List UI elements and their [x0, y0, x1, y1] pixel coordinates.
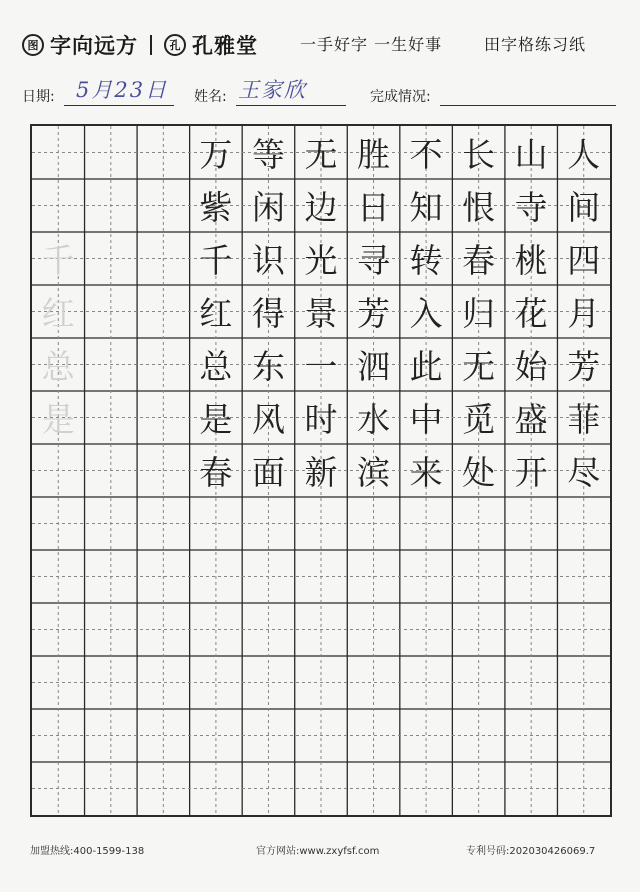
completion-line [440, 79, 616, 106]
practice-character: 归 [462, 294, 496, 333]
practice-character: 恨 [462, 188, 496, 227]
practice-character: 日 [357, 188, 391, 227]
practice-character: 花 [514, 294, 548, 333]
practice-character: 四 [567, 241, 601, 280]
trace-character: 是 [41, 400, 75, 439]
practice-characters [32, 126, 610, 815]
practice-character: 春 [462, 241, 496, 280]
practice-character: 间 [567, 188, 601, 227]
footer-patent: 专利号码:202030426069.7 [466, 846, 596, 857]
page-header [0, 0, 640, 120]
brand2-seal-icon: 孔 [164, 34, 186, 56]
tianzige-grid [30, 124, 612, 817]
date-label: 日期: [22, 89, 55, 105]
brand-logo [22, 30, 258, 60]
practice-character: 东 [251, 347, 285, 386]
practice-character: 总 [199, 347, 233, 386]
practice-character: 千 [199, 241, 233, 280]
practice-character: 春 [199, 453, 233, 492]
name-value: 王家欣 [238, 78, 307, 102]
brand-seal-icon: 图 [22, 34, 44, 56]
trace-character: 总 [41, 347, 75, 386]
practice-character: 风 [251, 400, 285, 439]
practice-character: 菲 [567, 400, 601, 439]
paper-title: 田字格练习纸 [484, 35, 587, 54]
practice-character: 尽 [567, 453, 601, 492]
practice-character: 来 [409, 453, 443, 492]
practice-character: 盛 [514, 400, 548, 439]
trace-character: 千 [41, 241, 75, 280]
brand-divider [150, 35, 152, 55]
practice-character: 滨 [357, 453, 391, 492]
practice-character: 无 [462, 347, 496, 386]
practice-character: 入 [409, 294, 443, 333]
practice-character: 光 [304, 241, 338, 280]
practice-character: 等 [251, 135, 285, 174]
practice-character: 转 [409, 241, 443, 280]
trace-character: 红 [41, 294, 75, 333]
page-footer [0, 838, 640, 858]
practice-character: 芳 [357, 294, 391, 333]
practice-character: 月 [567, 294, 601, 333]
slogan: 一手好字 一生好事 [300, 35, 443, 54]
practice-character: 景 [304, 294, 338, 333]
name-label: 姓名: [194, 89, 227, 105]
practice-character: 此 [409, 347, 443, 386]
practice-character: 红 [199, 294, 233, 333]
practice-character: 得 [251, 294, 285, 333]
footer-website: 官方网站:www.zxyfsf.com [256, 846, 380, 857]
practice-character: 不 [409, 135, 443, 174]
brand-name: 字向远方 [50, 33, 138, 58]
practice-character: 人 [567, 135, 601, 174]
practice-character: 芳 [567, 347, 601, 386]
practice-character: 时 [304, 400, 338, 439]
practice-character: 新 [304, 453, 338, 492]
completion-label: 完成情况: [370, 89, 431, 105]
practice-character: 始 [514, 347, 548, 386]
practice-character: 紫 [199, 188, 233, 227]
practice-character: 中 [409, 400, 443, 439]
brand2-name: 孔雅堂 [192, 33, 258, 58]
practice-character: 开 [514, 453, 548, 492]
info-row [22, 78, 622, 110]
practice-character: 觅 [462, 400, 496, 439]
practice-character: 闲 [251, 188, 285, 227]
practice-character: 山 [514, 135, 548, 174]
practice-character: 面 [251, 453, 285, 492]
practice-character: 万 [199, 135, 233, 174]
practice-character: 桃 [514, 241, 548, 280]
practice-character: 泗 [357, 347, 391, 386]
practice-character: 寻 [357, 241, 391, 280]
date-value: 5月23日 [76, 78, 169, 102]
practice-character: 处 [462, 453, 496, 492]
practice-character: 无 [304, 135, 338, 174]
practice-character: 知 [409, 188, 443, 227]
footer-hotline: 加盟热线:400-1599-138 [30, 846, 145, 857]
practice-character: 胜 [357, 135, 391, 174]
practice-character: 识 [251, 241, 285, 280]
practice-character: 寺 [514, 188, 548, 227]
practice-character: 是 [199, 400, 233, 439]
practice-character: 长 [462, 135, 496, 174]
practice-character: 一 [304, 347, 338, 386]
practice-character: 水 [357, 400, 391, 439]
practice-character: 边 [304, 188, 338, 227]
